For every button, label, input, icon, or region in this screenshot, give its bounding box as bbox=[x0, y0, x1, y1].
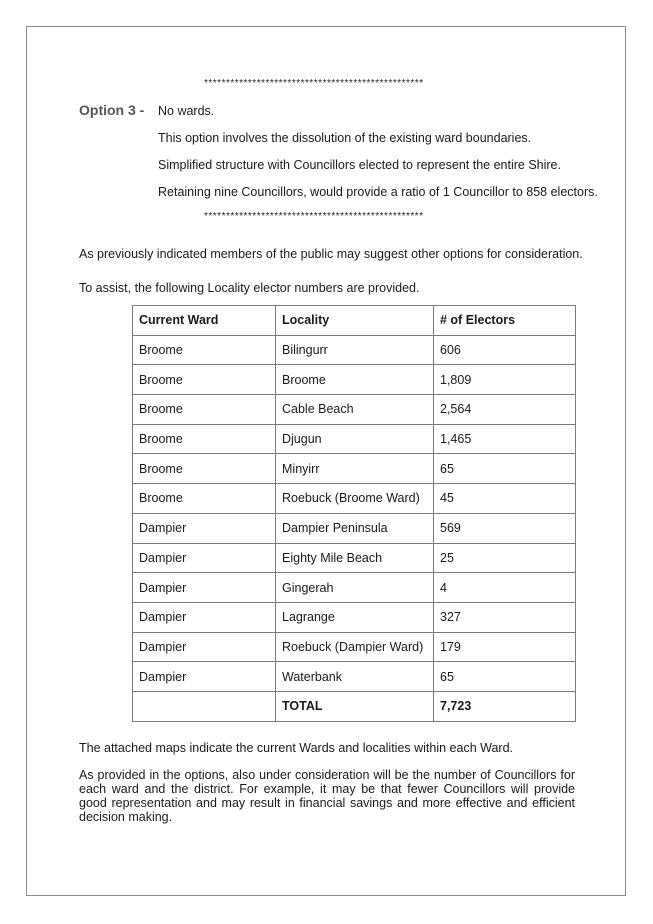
option-title: No wards. bbox=[158, 104, 215, 118]
header-electors: # of Electors bbox=[434, 306, 576, 336]
ward-cell: Broome bbox=[133, 395, 276, 425]
locality-cell: Djugun bbox=[276, 424, 434, 454]
table-total-row bbox=[133, 691, 576, 721]
electors-cell: 2,564 bbox=[434, 395, 576, 425]
total-ward-cell bbox=[133, 691, 276, 721]
ward-cell: Dampier bbox=[133, 573, 276, 603]
separator-top: ************************************************** bbox=[204, 78, 424, 89]
ward-cell: Dampier bbox=[133, 632, 276, 662]
locality-cell: Eighty Mile Beach bbox=[276, 543, 434, 573]
table-row bbox=[133, 335, 576, 365]
ward-cell: Dampier bbox=[133, 513, 276, 543]
locality-cell: Roebuck (Broome Ward) bbox=[276, 484, 434, 514]
electors-cell: 4 bbox=[434, 573, 576, 603]
electors-cell: 45 bbox=[434, 484, 576, 514]
ward-cell: Broome bbox=[133, 424, 276, 454]
header-locality: Locality bbox=[276, 306, 434, 336]
electors-cell: 65 bbox=[434, 454, 576, 484]
option-line-1: This option involves the dissolution of the existing ward boundaries. bbox=[158, 131, 532, 145]
table-row bbox=[133, 513, 576, 543]
ward-cell: Broome bbox=[133, 335, 276, 365]
locality-cell: Waterbank bbox=[276, 662, 434, 692]
table-row bbox=[133, 454, 576, 484]
table-row bbox=[133, 543, 576, 573]
ward-cell: Broome bbox=[133, 454, 276, 484]
closing-paragraph-1: The attached maps indicate the current Wards and localities within each Ward. bbox=[79, 741, 514, 755]
locality-cell: Cable Beach bbox=[276, 395, 434, 425]
separator-bottom: ************************************************** bbox=[204, 211, 424, 222]
table-row bbox=[133, 484, 576, 514]
total-label: TOTAL bbox=[276, 691, 434, 721]
table-row bbox=[133, 365, 576, 395]
total-electors: 7,723 bbox=[434, 691, 576, 721]
ward-cell: Dampier bbox=[133, 543, 276, 573]
table-row bbox=[133, 662, 576, 692]
table-row bbox=[133, 395, 576, 425]
locality-cell: Lagrange bbox=[276, 602, 434, 632]
option-label: Option 3 - bbox=[79, 102, 145, 118]
electors-cell: 1,465 bbox=[434, 424, 576, 454]
electors-cell: 569 bbox=[434, 513, 576, 543]
option-line-2: Simplified structure with Councillors elected to represent the entire Shire. bbox=[158, 158, 561, 172]
electors-cell: 25 bbox=[434, 543, 576, 573]
electors-cell: 606 bbox=[434, 335, 576, 365]
ward-cell: Broome bbox=[133, 484, 276, 514]
table-row bbox=[133, 573, 576, 603]
ward-cell: Broome bbox=[133, 365, 276, 395]
intro-paragraph-2: To assist, the following Locality elector numbers are provided. bbox=[79, 281, 420, 295]
table-row bbox=[133, 602, 576, 632]
ward-cell: Dampier bbox=[133, 662, 276, 692]
header-current-ward: Current Ward bbox=[133, 306, 276, 336]
locality-electors-table bbox=[132, 305, 576, 722]
electors-cell: 327 bbox=[434, 602, 576, 632]
locality-cell: Gingerah bbox=[276, 573, 434, 603]
electors-cell: 65 bbox=[434, 662, 576, 692]
table-header-row bbox=[133, 306, 576, 336]
electors-cell: 1,809 bbox=[434, 365, 576, 395]
closing-paragraph-2: As provided in the options, also under consideration will be the number of Councillors for each ward and the district. For example, it may be that fewer Councillors will provide good representation and may result in financial savings and more effective and efficient decision making. bbox=[79, 768, 575, 824]
locality-cell: Minyirr bbox=[276, 454, 434, 484]
locality-cell: Roebuck (Dampier Ward) bbox=[276, 632, 434, 662]
table-row bbox=[133, 424, 576, 454]
ward-cell: Dampier bbox=[133, 602, 276, 632]
electors-cell: 179 bbox=[434, 632, 576, 662]
locality-cell: Broome bbox=[276, 365, 434, 395]
locality-cell: Bilingurr bbox=[276, 335, 434, 365]
table-row bbox=[133, 632, 576, 662]
intro-paragraph-1: As previously indicated members of the public may suggest other options for consideration. bbox=[79, 247, 583, 261]
option-line-3: Retaining nine Councillors, would provide a ratio of 1 Councillor to 858 electors. bbox=[158, 185, 598, 199]
locality-cell: Dampier Peninsula bbox=[276, 513, 434, 543]
